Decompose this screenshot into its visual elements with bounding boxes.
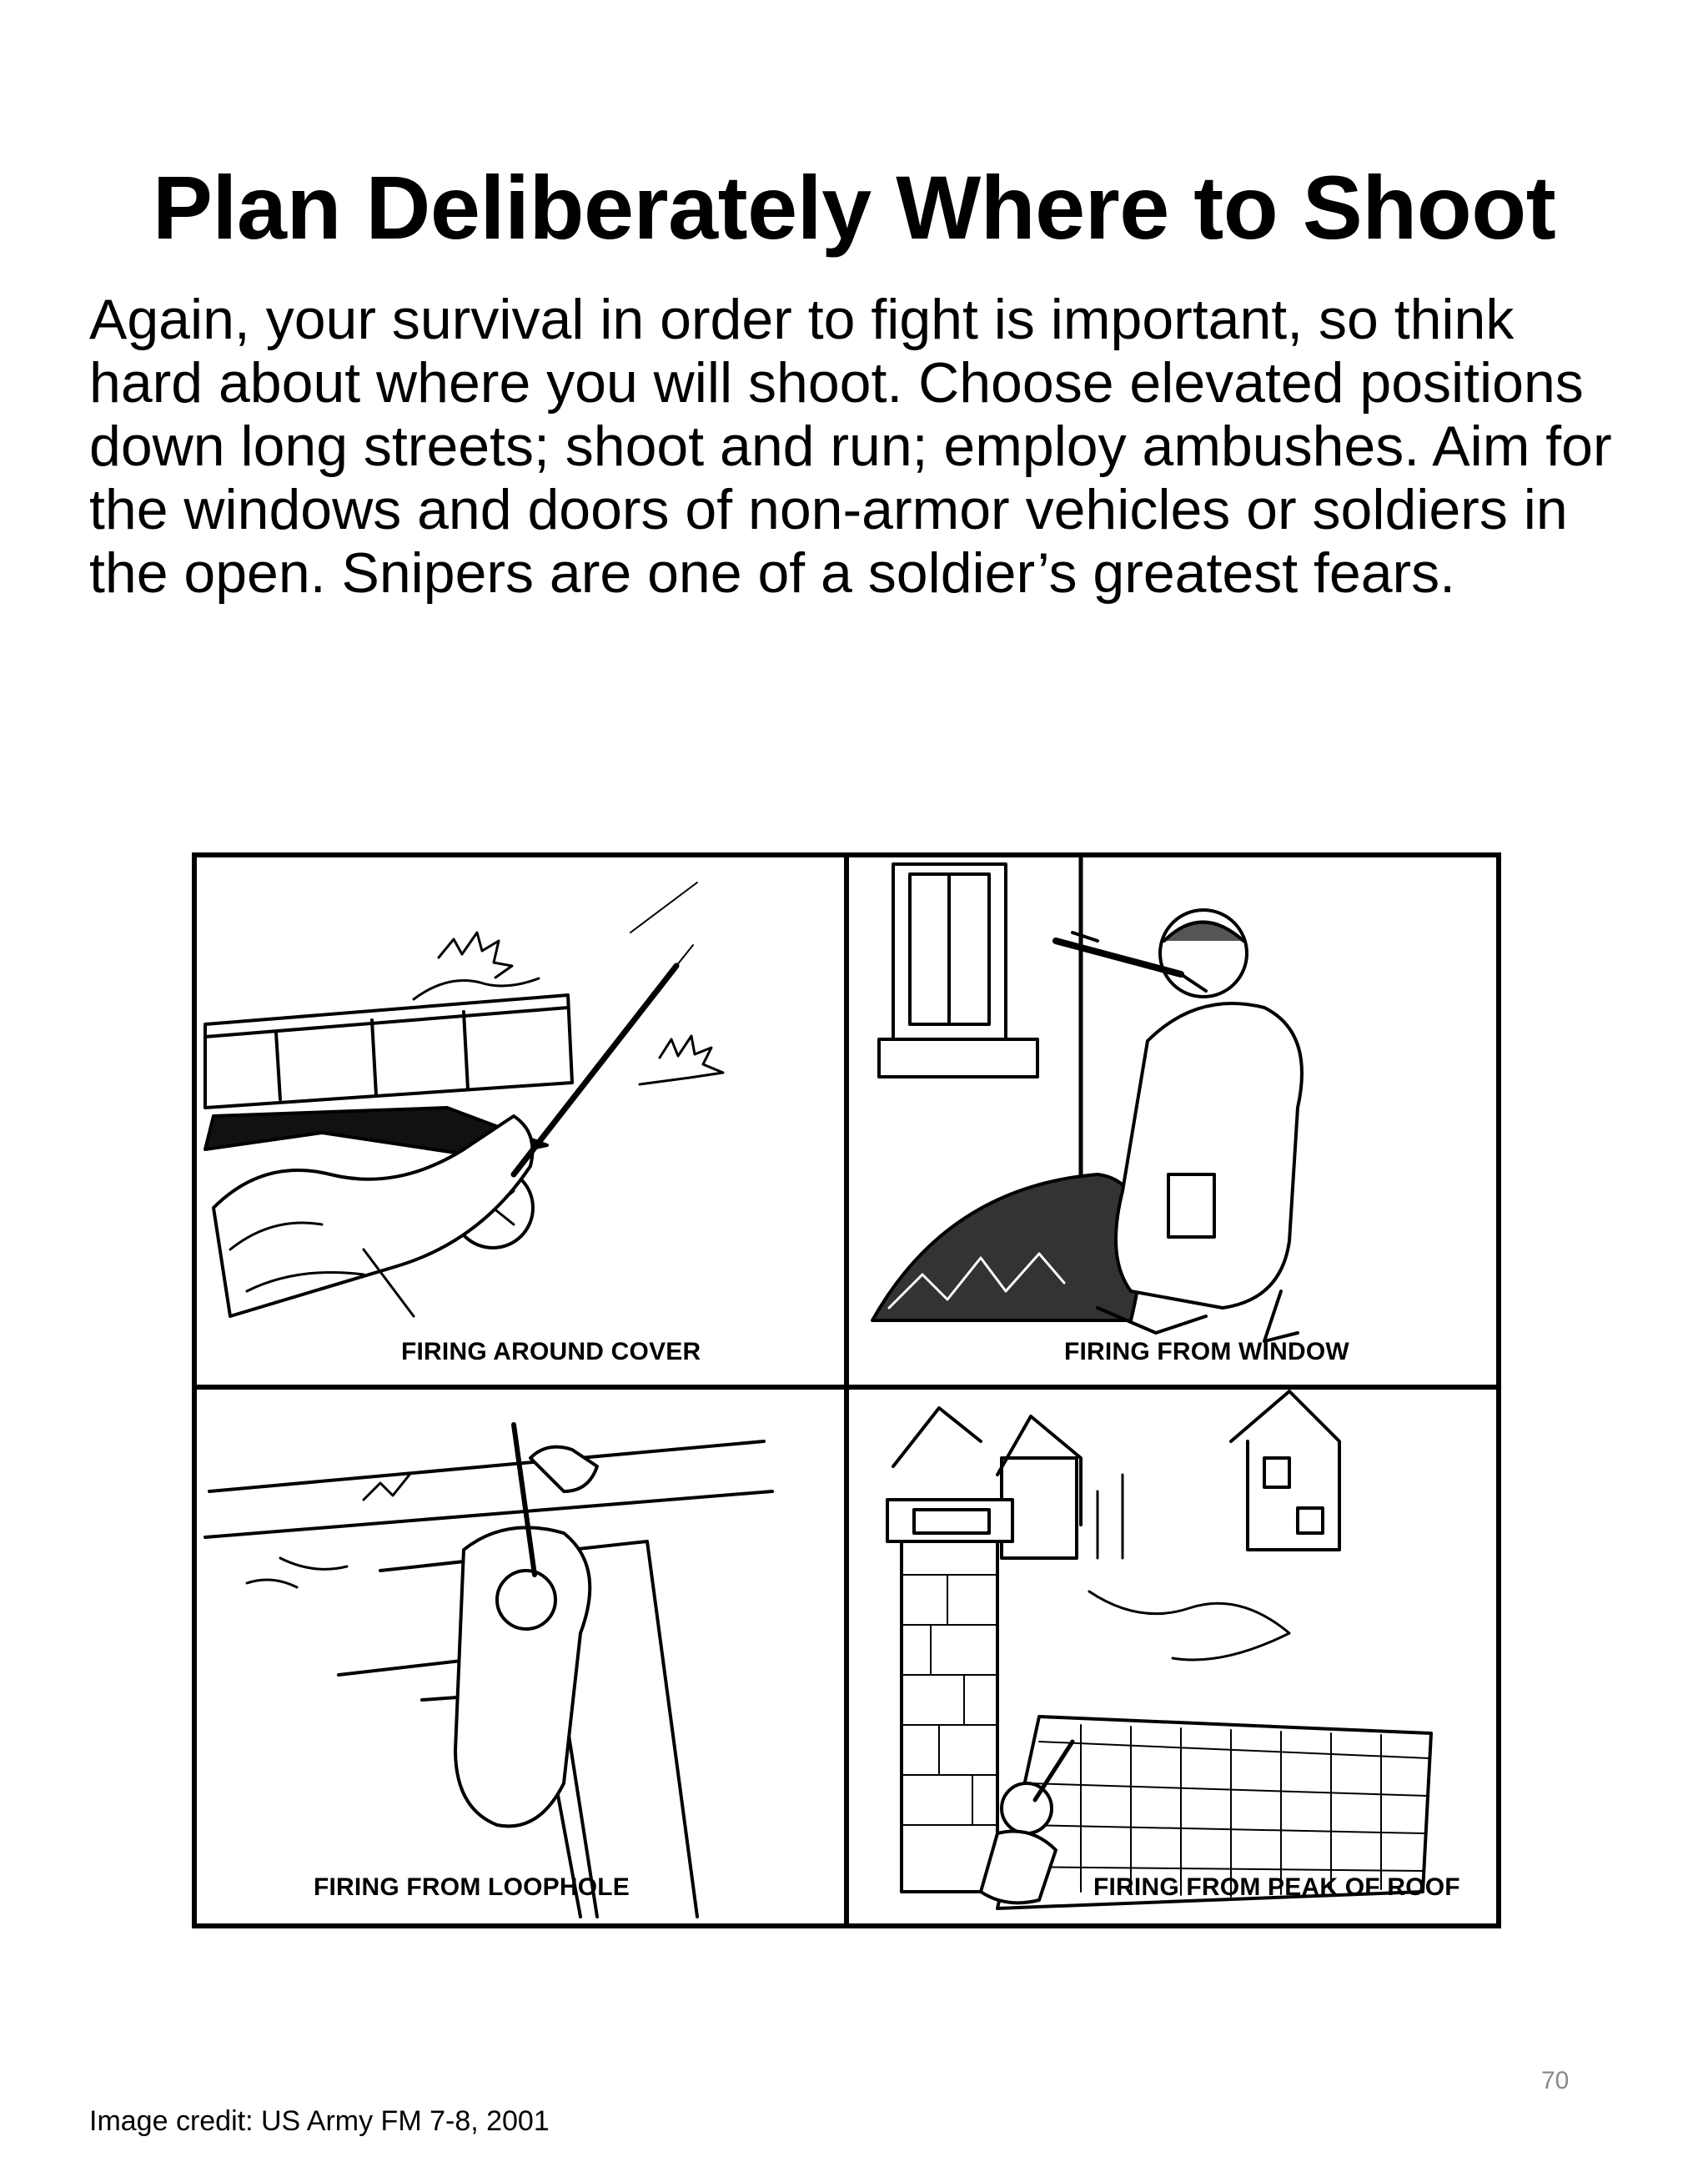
illustration-figure [192, 852, 1501, 1928]
caption-firing-around-cover: FIRING AROUND COVER [401, 1338, 701, 1365]
caption-firing-from-loophole: FIRING FROM LOOPHOLE [314, 1873, 630, 1901]
panel-peak-of-roof-drawing [887, 1391, 1431, 1908]
illustration-drawing [197, 857, 1496, 1923]
panel-from-loophole-drawing [205, 1425, 772, 1917]
page-title: Plan Deliberately Where to Shoot [152, 157, 1556, 259]
caption-firing-from-peak-of-roof: FIRING FROM PEAK OF ROOF [1093, 1873, 1460, 1901]
body-paragraph: Again, your survival in order to fight is important, so think hard about where you will shoot. Choose elevated positions down long streets; shoot and run; employ ambushes. Aim for the windows and doors of non-armor vehicles or soldiers in the open. Snipers are one of a soldier’s greatest fears. [89, 288, 1612, 605]
panel-around-cover-drawing [205, 882, 723, 1316]
image-credit: Image credit: US Army FM 7-8, 2001 [89, 2105, 550, 2137]
caption-firing-from-window: FIRING FROM WINDOW [1064, 1338, 1349, 1365]
page-number: 70 [1541, 2067, 1570, 2094]
panel-from-window-drawing [872, 857, 1302, 1341]
